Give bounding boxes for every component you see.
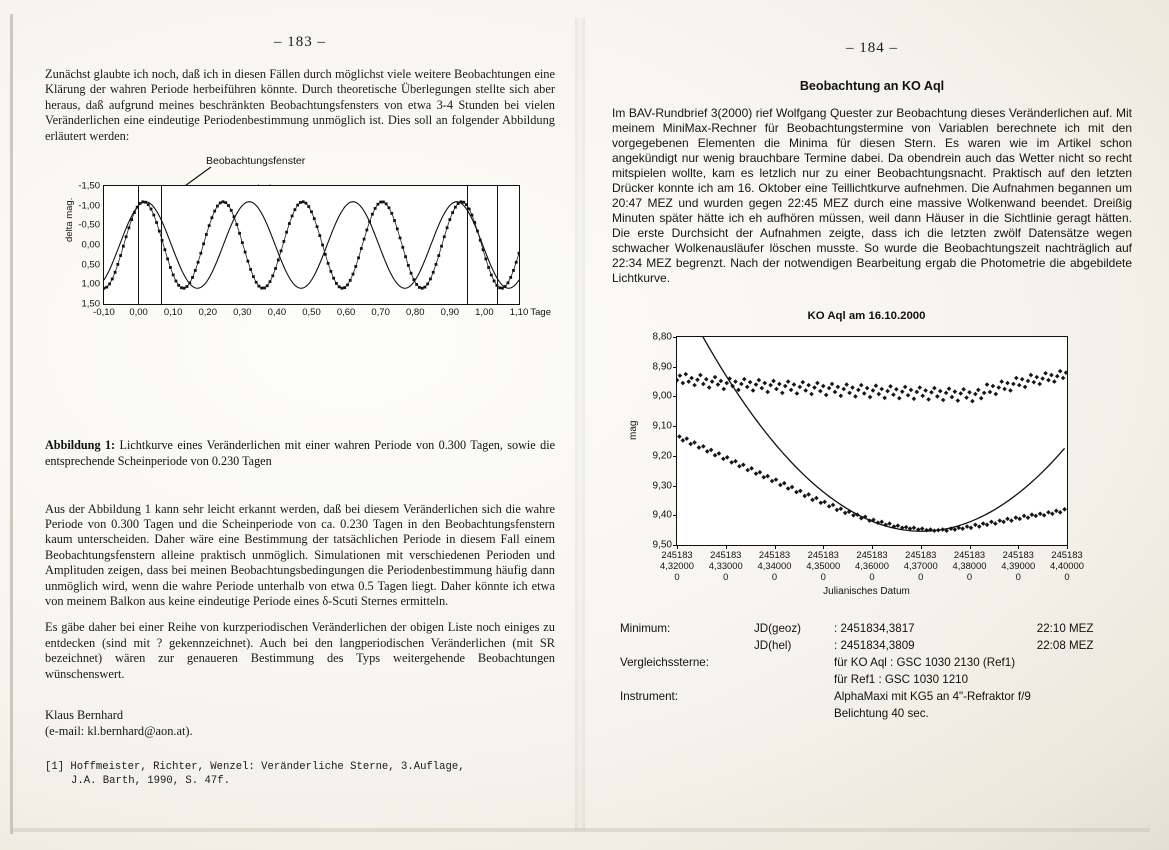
table-row [620,654,1100,671]
figure-1-caption-text: Lichtkurve eines Veränderlichen mit einer wahren Periode von 0.300 Tagen, sowie die entsprechende Scheinperiode von 0.230 Tagen [45,438,555,468]
table-cell: 22:10 MEZ [1036,622,1094,635]
figure-1-xtick: 0,70 [371,307,390,319]
right-page [612,40,1132,722]
observation-data-table [620,620,1100,722]
table-cell: Vergleichssterne: [620,656,709,669]
figure-1-xtick: 0,80 [406,307,425,319]
figure-1-ytick: 0,00 [81,239,100,251]
table-cell [620,705,754,722]
table-cell [1037,654,1100,671]
table-cell: 22:08 MEZ [1036,639,1094,652]
figure-1-xtick: 0,40 [267,307,287,319]
figure-1-xtick: 0,60 [336,307,356,319]
figure-1-plot-area [64,180,551,319]
table-cell [754,654,834,671]
table-row [620,620,1100,637]
figure-2-xtick: 245183 4,33000 0 [708,549,743,582]
right-page-heading: Beobachtung an KO Aql [799,79,945,93]
figure-2-ytick: 9,20 [652,450,672,462]
table-row [620,688,1100,705]
table-cell: JD(geoz) [754,622,802,635]
table-row [620,637,1100,654]
figure-2-xtick: 245183 4,40000 0 [1050,549,1084,582]
figure-2-xtick: 245183 4,34000 0 [757,549,792,582]
reference-1-line1: [1] Hoffmeister, Richter, Wenzel: Veränderliche Sterne, 3.Auflage, [45,761,465,774]
table-cell: : 2451834,3809 [834,639,915,652]
table-cell: Belichtung 40 sec. [834,707,929,720]
figure-1-x-axis-label: Tage [530,307,551,319]
figure-1-lichtkurve [51,155,551,330]
table-cell: AlphaMaxi mit KG5 an 4"-Refraktor f/9 [834,690,1031,703]
page-edge-left [10,14,13,834]
figure-2-xtick: 245183 4,32000 0 [660,549,694,582]
figure-2-ko-aql [614,310,1119,610]
figure-1-xtick: -0,10 [93,307,115,319]
figure-1-xtick: 0,50 [302,307,321,319]
table-cell: Instrument: [620,690,678,703]
figure-1-ytick: 1,00 [81,278,100,290]
reference-1-line2: J.A. Barth, 1990, S. 47f. [71,774,230,787]
figure-1-ytick: 0,50 [81,259,100,271]
figure-2-xtick: 245183 4,38000 0 [952,549,987,582]
left-paragraph-3: Es gäbe daher bei einer Reihe von kurzperiodischen Veränderlichen der obigen Liste noch einiges zu entdecken (sind mit ? gekennzeichnet). Auch bei den langperiodischen Veränderlichen (mit SR bezeichnet) wären zur genaueren Bestimmung des Typs weitergehende Beobachtungen wünschenswert. [45,620,555,681]
figure-1-caption-label: Abbildung 1: [45,438,116,453]
figure-2-ytick: 8,90 [652,361,672,373]
right-main-paragraph: Im BAV-Rundbrief 3(2000) rief Wolfgang Quester zur Beobachtung dieses Veränderlichen auf. Mit meinem MiniMax-Rechner für Beobachtungstermine von Variablen berechnete ich mit den vorgegebenen Elementen die Minima für diesen Stern. Es waren wie im Artikel schon angekündigt nur wenig brauchbare Termine dabei. Da obendrein auch das Wetter nicht so recht mitspielen wollte, kam es letzlich nur zu einer Beobachtungsnacht. Praktisch auf den letzten Drücker konnte ich am 16. Oktober eine Teillichtkurve aufnehmen. Die Aufnahmen begannen um 20:47 MEZ und wurden gegen 22:45 MEZ durch eine massive Wolkenwand beendet. Dreißig Minuten später hätte ich eh aufhören müssen, weil dann Häuser in die Sichtlinie geragt hätten. Die erste Durchsicht der Aufnahmen zeigte, dass ich die letzten zwölf Datensätze wegen schwacher Wolkenausläufer löschen musste. So wurde die Beobachtungszeit nachträglich auf 22:34 MEZ begrenzt. Nach der notwendigen Bearbeitung ergab die Photometrie die abgebildete Lichtkurve. [612,106,1132,285]
table-row [620,705,1100,722]
figure-2-title: KO Aql am 16.10.2000 [807,310,926,322]
figure-2-xtick: 245183 4,37000 0 [903,549,938,582]
figure-2-datapoints [677,337,1067,545]
figure-2-xtick: 245183 4,35000 0 [806,549,841,582]
table-cell [1037,671,1100,688]
figure-1-caption [45,438,555,469]
figure-2-ytick: 9,00 [652,390,672,402]
table-cell: für KO Aql : GSC 1030 2130 (Ref1) [834,656,1016,669]
figure-1-annotation-beobachtungsfenster: Beobachtungsfenster [206,155,306,168]
figure-1-ytick: -1,00 [78,200,100,212]
figure-2-plot-area [652,331,1084,582]
table-cell [620,637,754,654]
figure-1-xtick: 0,10 [163,307,183,319]
table-row [620,671,1100,688]
figure-1-xtick: 0,00 [129,307,148,319]
table-cell: für Ref1 : GSC 1030 1210 [834,673,969,686]
figure-1-xtick: 0,20 [198,307,217,319]
table-cell [620,671,754,688]
figure-2-xtick: 245183 4,39000 0 [1001,549,1036,582]
table-cell: Minimum: [620,622,671,635]
figure-2-x-axis-label: Julianisches Datum [823,586,910,597]
right-page-number: – 184 – [846,40,898,56]
table-cell [1037,688,1100,705]
figure-1-ytick: 1,50 [81,298,100,310]
figure-2-xtick: 245183 4,36000 0 [855,549,889,582]
figure-2-ytick: 9,10 [652,420,672,432]
figure-1-xtick: 1,00 [475,307,494,319]
figure-1-ytick: -1,50 [78,180,100,192]
figure-2-ytick: 9,50 [652,539,672,551]
figure-2-ytick: 8,80 [652,331,672,343]
figure-1-y-axis-label: delta mag. [64,197,75,243]
figure-2-ytick: 9,40 [652,509,672,521]
figure-2-y-axis-label: mag [628,420,639,440]
reference-1 [45,761,555,788]
figure-1-ytick: -0,50 [78,219,100,231]
figure-1-xtick: 0,90 [440,307,460,319]
table-cell [754,671,834,688]
table-cell [754,705,834,722]
left-page [45,34,555,788]
left-page-number: – 183 – [274,34,326,50]
table-cell [1037,705,1100,722]
figure-1-xtick: 1,10 [509,307,529,319]
figure-1-curves [104,186,519,304]
table-cell: : 2451834,3817 [834,622,915,635]
table-cell: JD(hel) [754,639,792,652]
left-paragraph-2: Aus der Abbildung 1 kann sehr leicht erkannt werden, daß bei diesem Veränderlichen sich die wahre Periode von 0.300 Tagen und die Scheinperiode von ca. 0.230 Tagen in den Beobachtungsfenstern kaum unterscheiden. Daher wäre eine Bestimmung der tatsächlichen Periode in diesem Fall einem Beobachtungsfenstern alleine praktisch unmöglich. Simulationen mit verschiedenen Perioden und Amplituden zeigen, dass bei meinen Beobachtungsbedingungen die Periodenbestimmung häufig dann unmöglich wird, wenn die wahre Periode unterhalb von etwa 0.5 Tagen liegt. Daher könnte ich etwa von meinem Balkon aus keine eindeutige Periode eines δ-Scuti Sternes ermitteln. [45,501,555,609]
figure-1-xtick: 0,30 [233,307,252,319]
left-intro-paragraph: Zunächst glaubte ich noch, daß ich in diesen Fällen durch möglichst viele weitere Beobachtungen eine Klärung der wahren Periode herbeiführen könnte. Durch theoretische Überlegungen stellte sich aber heraus, daß aufgrund meines beschränkten Beobachtungsfensters von etwa 3-4 Stunden bei vielen Veränderlichen eine eindeutige Periodenbestimmung unmöglich ist. Dies soll an folgender Abbildung erläutert werden: [45,67,555,143]
figure-2-ytick: 9,30 [652,480,672,492]
book-gutter [575,18,585,830]
author-name: Klaus Bernhard [45,708,124,723]
table-cell [754,688,834,705]
observation-data-table-body [620,620,1100,722]
author-email[interactable]: (e-mail: kl.bernhard@aon.at). [45,724,193,739]
